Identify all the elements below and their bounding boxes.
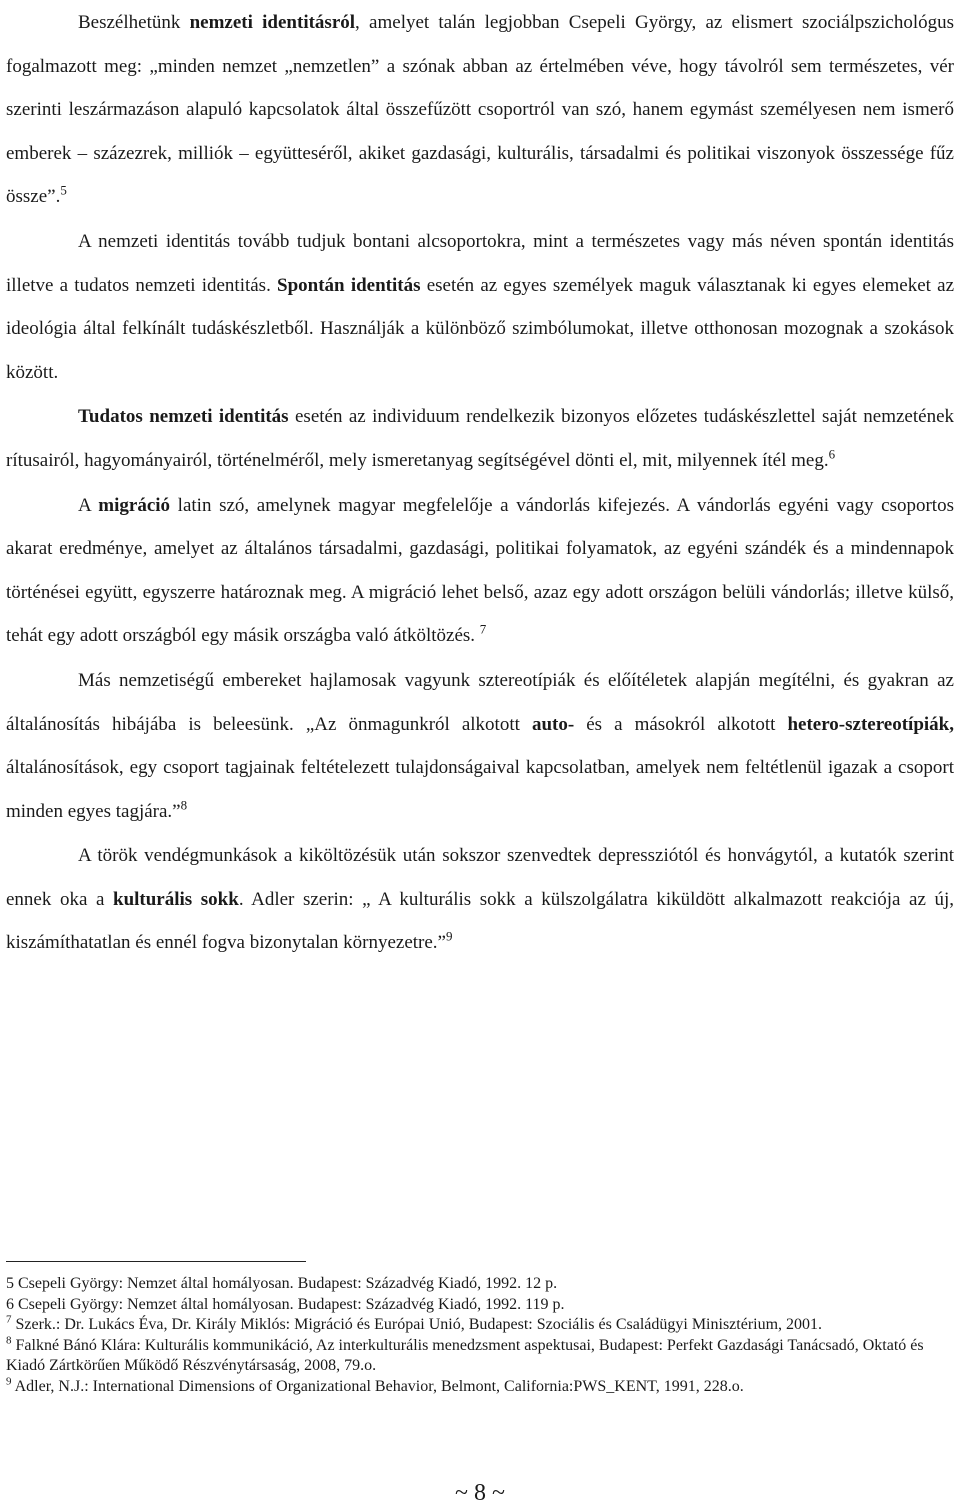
p3-bold-term: Tudatos nemzeti identitás (78, 406, 289, 428)
p2-text-a: A nemzeti identitás tovább tudjuk bontani alcsoportokra, mint a természetes vagy más néven spontán identitás illetve a tudatos nemzeti identitás. (6, 230, 954, 296)
footnote-num: 9 (6, 1375, 12, 1388)
p6-text-c: . Adler szerin: „ A kulturális sokk a külszolgálatra kiküldött alkalmazott reakciója az új, kiszámíthatatlan és ennél fogva bizonytalan környezetre.” (6, 888, 954, 954)
footnote-text: 5 Csepeli György: Nemzet által homályosan. Budapest: Századvég Kiadó, 1992. 12 p. (6, 1275, 558, 1292)
footnote-ref-9[interactable]: 9 (445, 929, 453, 945)
paragraph-stereotypes (6, 658, 954, 833)
p5-bold-auto: auto- (531, 713, 575, 735)
footnote-ref-8[interactable]: 8 (180, 797, 188, 813)
paragraph-migration (6, 483, 954, 658)
p6-text-a: A török vendégmunkások a kiköltözésük után sokszor szenvedtek depressziótól és honvágytól, a kutatók szerint ennek oka a (6, 845, 954, 910)
footnote-separator (6, 1261, 306, 1262)
footnote-9 (6, 1377, 936, 1398)
footnote-6 (6, 1295, 936, 1316)
footnote-ref-7[interactable]: 7 (479, 621, 487, 637)
footnote-ref-6[interactable]: 6 (828, 446, 836, 462)
p5-text-a: Más nemzetiségű embereket hajlamosak vagyunk sztereotípiák és előítéletek alapján megítélni, és gyakran az általánosítás hibájába is beleesünk. „Az önmagunkról alkotott (6, 669, 954, 735)
footnote-7 (6, 1315, 936, 1336)
p1-text-c: , amelyet talán legjobban Csepeli György, az elismert szociálpszichológus fogalmazott meg: „minden nemzet „nemzetlen” a szónak abban az értelmében véve, hogy távolról sem természetes, vér szerinti leszármazáson alapuló kapcsolatok által összefűzött csoportról van szó, hanem egymást személyesen nem ismerő emberek – százezrek, milliók – együtteséről, akiket gazdasági, kulturális, társadalmi és politikai viszonyok összessége fűz össze”. (6, 12, 954, 208)
p6-bold-term: kulturális sokk (113, 888, 239, 910)
footnote-text: 6 Csepeli György: Nemzet által homályosan. Budapest: Századvég Kiadó, 1992. 119 p. (6, 1295, 565, 1313)
footnote-5 (6, 1274, 936, 1295)
footnote-num: 7 (6, 1313, 12, 1326)
footnote-text: Szerk.: Dr. Lukács Éva, Dr. Király Miklós: Migráció és Európai Unió, Budapest: Szociális és Családügyi Minisztérium, 2001. (11, 1316, 823, 1333)
paragraph-culture-shock (6, 833, 954, 965)
p2-text-c: esetén az egyes személyek maguk választanak ki egyes elemeket az ideológia által felkínált tudáskészletből. Használják a különböző szimbólumokat, illetve otthonosan mozognak a szokások között. (6, 274, 954, 383)
p5-bold-hetero: hetero-sztereotípiák, (787, 713, 954, 735)
footnote-text: Falkné Bánó Klára: Kulturális kommunikáció, Az interkulturális menedzsment aspektusai, Budapest: Perfekt Gazdasági Tanácsadó, Oktató és Kiadó Zártkörűen Működő Részvénytársaság, 2008, 79.o. (6, 1336, 924, 1374)
p5-text-m: és a másokról alkotott (574, 713, 788, 735)
document-body (6, 0, 954, 965)
paragraph-conscious-identity (6, 394, 954, 482)
p4-bold-term: migráció (98, 494, 171, 516)
p4-text-a: A (78, 494, 99, 516)
footnote-text: Adler, N.J.: International Dimensions of Organizational Behavior, Belmont, California:PWS_KENT, 1991, 228.o. (11, 1377, 744, 1395)
p1-text-a: Beszélhetünk (78, 12, 190, 33)
p1-bold-term: nemzeti identitásról (189, 12, 356, 33)
p3-text-c: esetén az individuum rendelkezik bizonyos előzetes tudáskészlettel saját nemzetének rítusairól, hagyományairól, történelméről, mely ismeretanyag segítségével dönti el, mit, milyennek ítél meg. (6, 406, 954, 471)
footnote-ref-5[interactable]: 5 (60, 183, 67, 199)
footnote-num: 8 (6, 1334, 12, 1347)
p5-text-c: általánosítások, egy csoport tagjainak feltételezett tulajdonságaival kapcsolatban, amelyek nem feltétlenül igazak a csoport minden egyes tagjára.” (6, 757, 954, 822)
p2-bold-term: Spontán identitás (277, 274, 421, 296)
paragraph-spontaneous-identity (6, 219, 954, 394)
footnotes (6, 1274, 936, 1397)
paragraph-national-identity (6, 0, 954, 219)
footnote-8 (6, 1336, 936, 1377)
page-number: ~ 8 ~ (455, 1480, 505, 1506)
p4-text-c: latin szó, amelynek magyar megfelelője a vándorlás kifejezés. A vándorlás egyéni vagy csoportos akarat eredménye, amelyet az általános társadalmi, gazdasági, politikai folyamatok, az egyéni szándék és a mindennapok történései együtt, egyszerre határoznak meg. A migráció lehet belső, azaz egy adott országon belüli vándorlás; illetve külső, tehát egy adott országból egy másik országba való átköltözés. (6, 494, 954, 647)
